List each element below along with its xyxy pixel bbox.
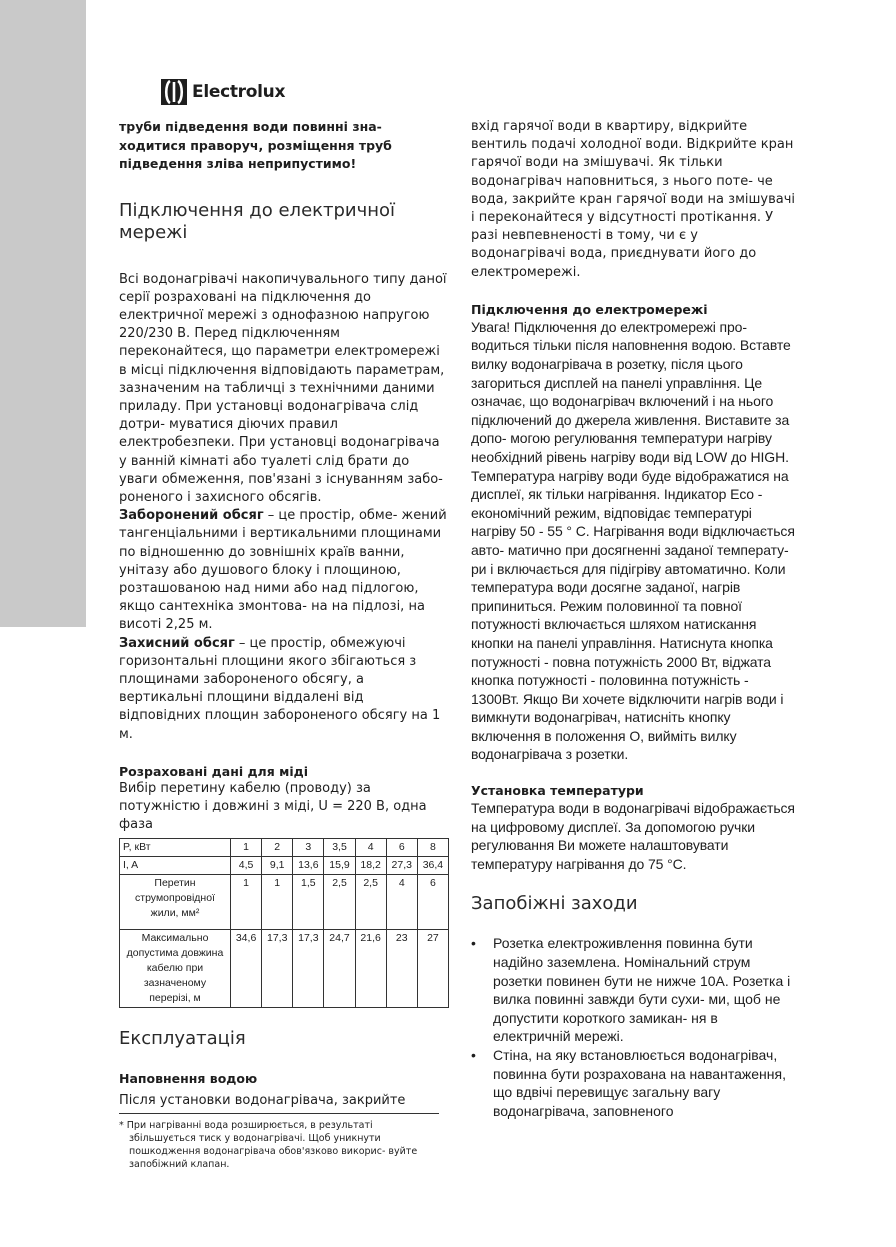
- section-operation-title: Експлуатація: [119, 1028, 246, 1050]
- table-row-power: [120, 839, 449, 857]
- table-cell: 2,5: [324, 875, 355, 930]
- cable-table: [119, 838, 449, 1008]
- table-cell: 34,6: [231, 930, 262, 1008]
- table-cell: 1,5: [293, 875, 324, 930]
- footnote: [119, 1113, 439, 1171]
- forbidden-zone-text: – це простір, обме- жений тангенціальними і вертикальними площинами по відношенню до зовнішніх країв ванни, унітазу або душового блоку і площиною, розташованою над ними або над підлогою, якщо сантехніка змонтова- на на підлозі, на висоті 2,25 м.: [119, 508, 447, 633]
- table-cell: 27,3: [386, 857, 417, 875]
- table-cell: 17,3: [293, 930, 324, 1008]
- table-cell: 4: [386, 875, 417, 930]
- table-cell: 4,5: [231, 857, 262, 875]
- right-column: [471, 118, 796, 1120]
- table-cell: 6: [417, 875, 448, 930]
- filling-title: Наповнення водою: [119, 1071, 258, 1087]
- table-row-section: [120, 875, 449, 930]
- left-column: [119, 118, 449, 1111]
- table-cell: 6: [386, 839, 417, 857]
- table-label-section: Перетин струмопровідної жили, мм²: [120, 875, 231, 930]
- table-cell: 18,2: [355, 857, 386, 875]
- table-label-length: Максимально допустима довжина кабелю при зазначеному перерізі, м: [120, 930, 231, 1008]
- table-label-current: I, A: [120, 857, 231, 875]
- section-electric-body: Всі водонагрівачі накопичувального типу даної серії розраховані на підключення до електричної мережі з однофазною напругою 220/230 В. Перед підключенням переконайтеся, що параметри електромережі в місці підключення відповідають параметрам, зазначеним на табличці з технічними даними приладу. При установці водонагрівача слід дотри- муватися діючих правил електробезпеки. При установці водонагрівача у ванній кімнаті або туалеті слід брати до уваги обмеження, пов'язані з існуванням забо- роненого і захисного обсягів.: [119, 271, 447, 505]
- table-cell: 36,4: [417, 857, 448, 875]
- safety-list: [471, 934, 796, 1120]
- forbidden-zone-paragraph: [119, 507, 449, 634]
- table-cell: 4: [355, 839, 386, 857]
- forbidden-zone-term: Заборонений обсяг: [119, 508, 264, 524]
- filling-continued: вхід гарячої води в квартиру, відкрийте вентиль подачі холодної води. Відкрийте кран гарячої води на змішувачі. Як тільки водонагрівач наповниться, з нього поте- че вода, закрийте кран гарячої води на змішувачі і переконайтеся у відсутності протікання. У разі невпевненості в тому, чи є у водонагрівачі вода, приєднувати його до електромережі.: [471, 119, 795, 280]
- table-cell: 24,7: [324, 930, 355, 1008]
- electrolux-logo-icon: [161, 79, 187, 105]
- table-cell: 21,6: [355, 930, 386, 1008]
- protective-zone-text: – це простір, обмежуючі горизонтальні площини якого збігаються з площинами забороненого обсягу, а вертикальні площини віддалені від відповідних площин забороненого обсягу на 1 м.: [119, 635, 441, 742]
- table-row-length: [120, 930, 449, 1008]
- section-electric-title: Підключення до електричної мережі: [119, 199, 396, 243]
- protective-zone-paragraph: [119, 635, 449, 744]
- table-cell: 9,1: [262, 857, 293, 875]
- pipe-warning: труби підведення води повинні зна- ходитися праворуч, розміщення труб підведення зліва неприпустимо!: [119, 119, 392, 171]
- table-cell: 2: [262, 839, 293, 857]
- side-grey-bar: [0, 0, 86, 627]
- copper-data-title: Розраховані дані для міді: [119, 763, 308, 779]
- list-item: • Розетка електроживлення повинна бути надійно заземлена. Номінальний струм розетки повинен бути не нижче 10А. Розетка і вилка повинні завжди бути сухи- ми, щоб не допустити короткого замикан- ня в електричній мережі.: [471, 934, 796, 1046]
- table-cell: 27: [417, 930, 448, 1008]
- table-cell: 1: [231, 875, 262, 930]
- brand-name: Electrolux: [192, 82, 286, 102]
- temp-body: Температура води в водонагрівачі відображається на цифровому дисплеї. За допомогою ручки регулювання Ви можете налаштовувати температуру нагрівання до 75 °C.: [471, 800, 795, 872]
- table-label-power: P, кВт: [120, 839, 231, 857]
- table-cell: 17,3: [262, 930, 293, 1008]
- footnote-text: * При нагріванні вода розширюється, в результаті збільшується тиск у водонагрівачі. Щоб уникнути пошкодження водонагрівача обов'язково викорис- вуйте запобіжний клапан.: [119, 1120, 418, 1170]
- temp-title: Установка температури: [471, 783, 644, 799]
- table-cell: 1: [262, 875, 293, 930]
- table-cell: 3: [293, 839, 324, 857]
- connect-title: Підключення до електромережі: [471, 301, 708, 317]
- copper-data-body: Вибір перетину кабелю (проводу) за потужністю і довжині з міді, U = 220 В, одна фаза: [119, 780, 427, 833]
- table-cell: 13,6: [293, 857, 324, 875]
- filling-body: Після установки водонагрівача, закрийте: [119, 1093, 406, 1109]
- table-cell: 3,5: [324, 839, 355, 857]
- table-cell: 8: [417, 839, 448, 857]
- table-cell: 23: [386, 930, 417, 1008]
- brand-logo: [161, 79, 285, 105]
- table-row-current: [120, 857, 449, 875]
- safety-title: Запобіжні заходи: [471, 893, 638, 915]
- table-cell: 1: [231, 839, 262, 857]
- connect-body: Увага! Підключення до електромережі про- водиться тільки після наповнення водою. Вставте вилку водонагрівача в розетку, після цього загориться дисплей на панелі управління. Це означає, що водонагрівач включений і на нього підключений до джерела живлення. Виставите за допо- могою регулювання температури нагріву необхідний рівень нагріву води від LOW до HIGH. Температура нагріву води буде відображатися на дисплеї, як тільки нагрівання. Індикатор Eco - економічний режим, відповідає температурі нагріву 50 - 55 ° С. Нагрівання води відключається авто- матично при досягненні заданої температу- ри і включається для підігріву автоматично. Коли температура води досягне заданої, нагрів припиниться. Режим половинної та повної потужності включається шляхом натискання кнопки на панелі управління. Натиснута кнопка потужності - повна потужність 2000 Вт, віджата кнопка потужності - половинна потужність - 1300Вт. Якщо Ви хочете відключити нагрів води і вимкнути водонагрівач, натисніть кнопку включення в положення О, вийміть вилку водонагрівача з розетки.: [471, 318, 795, 763]
- protective-zone-term: Захисний обсяг: [119, 635, 235, 651]
- list-item: • Стіна, на яку встановлюється водонагрівач, повинна бути розрахована на навантаження, що вдвічі перевищує загальну вагу водонагрівача, заповненого: [471, 1046, 796, 1120]
- table-cell: 15,9: [324, 857, 355, 875]
- table-cell: 2,5: [355, 875, 386, 930]
